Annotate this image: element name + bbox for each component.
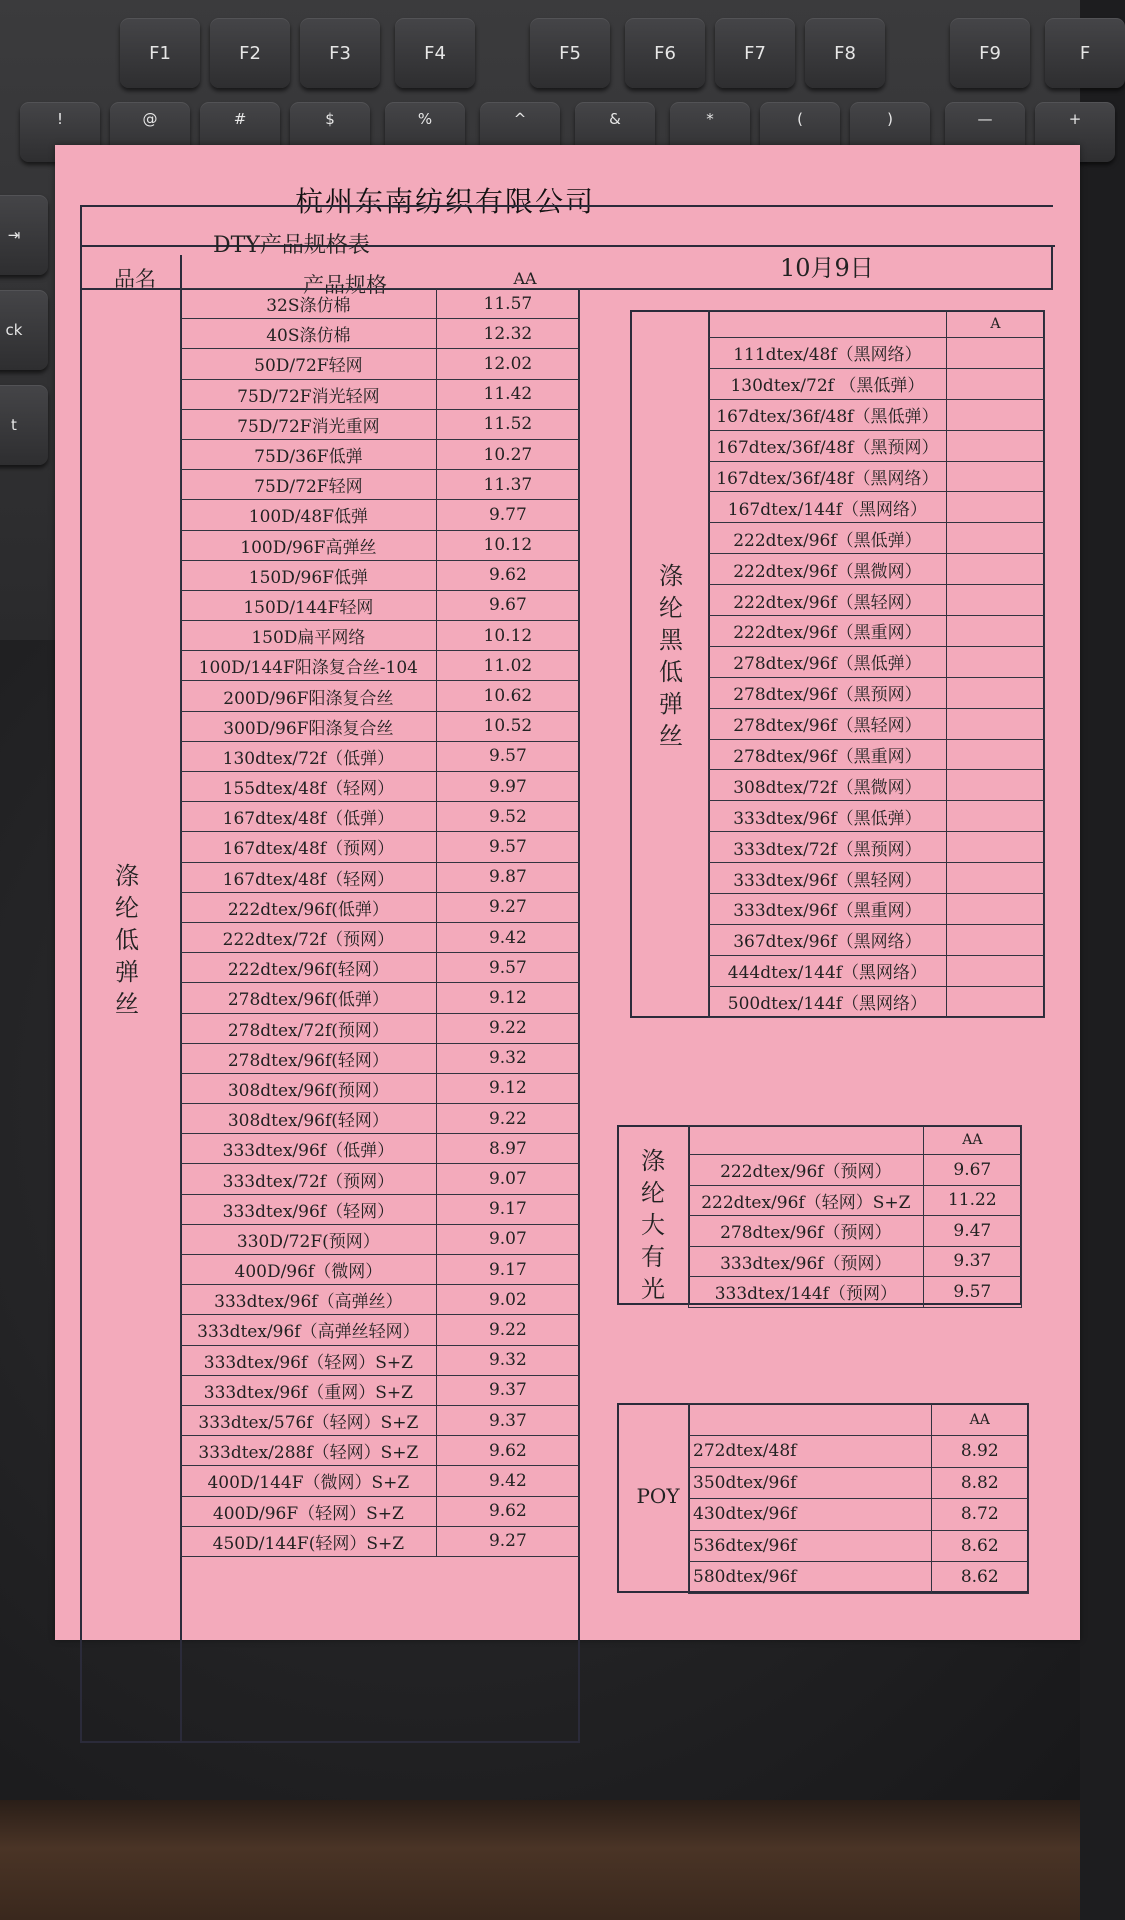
table-row (689, 1246, 1022, 1277)
table-row (709, 832, 1045, 863)
price-cell: 9.37 (436, 1405, 579, 1435)
table-row (181, 621, 580, 651)
table-row (709, 801, 1045, 832)
spec-cell: 222dtex/96f(轻网） (181, 953, 437, 983)
poy-price-table (688, 1403, 1029, 1594)
spec-cell: 308dtex/96f(轻网） (181, 1104, 437, 1134)
table-row (181, 1285, 580, 1315)
spec-cell: 32S涤仿棉 (181, 289, 437, 319)
table-row (181, 349, 580, 379)
spec-header-cell (689, 1126, 924, 1155)
key-symbol: # (200, 102, 280, 162)
price-cell (946, 739, 1044, 770)
table-row (709, 708, 1045, 739)
key-symbol: % (385, 102, 465, 162)
spec-cell: 450D/144F(轻网）S+Z (181, 1526, 437, 1556)
table-row (689, 1404, 1029, 1436)
table-row (181, 711, 580, 741)
col-spec-header: 产品规格 (303, 273, 387, 297)
spec-cell: 167dtex/48f（轻网） (181, 862, 437, 892)
price-cell (946, 677, 1044, 708)
spec-cell: 222dtex/96f（预网） (689, 1155, 924, 1186)
grade-header: AA (513, 269, 537, 288)
spec-cell: 100D/144F阳涤复合丝-104 (181, 651, 437, 681)
price-cell: 11.52 (436, 409, 579, 439)
key-symbol: & (575, 102, 655, 162)
table-row (181, 500, 580, 530)
price-cell: 9.12 (436, 983, 579, 1013)
price-cell: 9.37 (923, 1246, 1021, 1277)
main-price-table (180, 288, 580, 1557)
price-cell: 10.27 (436, 439, 579, 469)
table-row (709, 924, 1045, 955)
price-cell: 8.62 (931, 1530, 1028, 1562)
price-cell: 9.07 (436, 1164, 579, 1194)
spec-cell: 278dtex/96f（预网） (689, 1216, 924, 1247)
price-cell: 9.57 (436, 741, 579, 771)
price-cell: 8.82 (931, 1467, 1028, 1499)
price-cell (946, 430, 1044, 461)
price-cell: 12.32 (436, 319, 579, 349)
table-row (709, 677, 1045, 708)
spec-cell: 222dtex/96f（黑轻网） (709, 585, 947, 616)
table-row (709, 492, 1045, 523)
spec-cell: 75D/72F消光重网 (181, 409, 437, 439)
grade-header: AA (931, 1404, 1028, 1436)
price-cell (946, 646, 1044, 677)
spec-cell: 278dtex/96f(低弹） (181, 983, 437, 1013)
table-row (181, 1043, 580, 1073)
spec-cell: 308dtex/72f（黑微网） (709, 770, 947, 801)
table-row (181, 1104, 580, 1134)
table-row (709, 863, 1045, 894)
price-cell (946, 832, 1044, 863)
key-symbol: @ (110, 102, 190, 162)
key-symbol: ! (20, 102, 100, 162)
key-symbol: ^ (480, 102, 560, 162)
key-f3: F3 (300, 18, 380, 88)
table-row (689, 1530, 1029, 1562)
spec-cell: 167dtex/36f/48f（黑预网） (709, 430, 947, 461)
spec-cell: 333dtex/96f（低弹） (181, 1134, 437, 1164)
price-cell: 9.47 (923, 1216, 1021, 1247)
price-cell: 9.57 (923, 1277, 1021, 1308)
price-cell: 9.42 (436, 922, 579, 952)
spec-cell: 111dtex/48f（黑网络） (709, 338, 947, 369)
key-f5: F5 (530, 18, 610, 88)
key-symbol: ) (850, 102, 930, 162)
table-row (181, 1194, 580, 1224)
table-row (709, 523, 1045, 554)
price-cell: 8.97 (436, 1134, 579, 1164)
spec-cell: 167dtex/48f（预网） (181, 832, 437, 862)
spec-cell: 200D/96F阳涤复合丝 (181, 681, 437, 711)
key-f8: F8 (805, 18, 885, 88)
table-row (709, 616, 1045, 647)
desk-edge (0, 1800, 1080, 1920)
spec-cell: 278dtex/96f（黑预网） (709, 677, 947, 708)
table-row (709, 955, 1045, 986)
price-cell: 9.62 (436, 560, 579, 590)
grade-header: AA (923, 1126, 1021, 1155)
table-row (689, 1499, 1029, 1531)
spec-cell: 500dtex/144f（黑网络） (709, 986, 947, 1017)
price-cell: 9.12 (436, 1073, 579, 1103)
price-cell: 9.32 (436, 1043, 579, 1073)
key-f: F (1045, 18, 1125, 88)
table-row (181, 530, 580, 560)
spec-cell: 333dtex/96f（重网）S+Z (181, 1375, 437, 1405)
table-row (181, 1436, 580, 1466)
spec-cell: 333dtex/144f（预网） (689, 1277, 924, 1308)
key-symbol: * (670, 102, 750, 162)
price-cell: 9.62 (436, 1436, 579, 1466)
price-cell (946, 863, 1044, 894)
spec-cell: 444dtex/144f（黑网络） (709, 955, 947, 986)
price-cell: 9.22 (436, 1013, 579, 1043)
spec-cell: 333dtex/72f（黑预网） (709, 832, 947, 863)
spec-cell: 75D/72F轻网 (181, 470, 437, 500)
spec-cell: 130dtex/72f （黑低弹） (709, 368, 947, 399)
key-f7: F7 (715, 18, 795, 88)
spec-cell: 222dtex/96f(低弹） (181, 892, 437, 922)
price-cell (946, 801, 1044, 832)
company-name: 杭州东南纺织有限公司 (294, 185, 595, 218)
spec-cell: 400D/96f（微网） (181, 1255, 437, 1285)
key-f1: F1 (120, 18, 200, 88)
spec-cell: 167dtex/36f/48f（黑低弹） (709, 399, 947, 430)
table-row (181, 1073, 580, 1103)
spec-cell: 167dtex/36f/48f（黑网络） (709, 461, 947, 492)
table-row (181, 289, 580, 319)
table-row (181, 772, 580, 802)
spec-cell: 167dtex/144f（黑网络） (709, 492, 947, 523)
price-cell (946, 338, 1044, 369)
spec-cell: 50D/72F轻网 (181, 349, 437, 379)
table-row (181, 1526, 580, 1556)
table-row (709, 554, 1045, 585)
price-cell: 9.32 (436, 1345, 579, 1375)
spec-cell: 333dtex/96f（预网） (689, 1246, 924, 1277)
spec-cell: 75D/72F消光轻网 (181, 379, 437, 409)
price-cell (946, 368, 1044, 399)
table-row (181, 892, 580, 922)
table-row (181, 379, 580, 409)
table-row (689, 1155, 1022, 1186)
key-symbol: — (945, 102, 1025, 162)
price-cell: 10.52 (436, 711, 579, 741)
bright-price-table (688, 1125, 1022, 1308)
price-cell: 9.67 (436, 590, 579, 620)
price-cell (946, 523, 1044, 554)
black-price-table (708, 310, 1045, 1018)
spec-cell: 222dtex/96f（黑重网） (709, 616, 947, 647)
spec-cell: 278dtex/96f(轻网） (181, 1043, 437, 1073)
spec-cell: 400D/96F（轻网）S+Z (181, 1496, 437, 1526)
table-row (709, 770, 1045, 801)
table-row (689, 1562, 1029, 1594)
sheet-title: DTY产品规格表 (213, 233, 370, 258)
price-cell: 9.37 (436, 1375, 579, 1405)
price-cell: 9.22 (436, 1104, 579, 1134)
price-cell (946, 585, 1044, 616)
key-symbol: ( (760, 102, 840, 162)
spec-cell: 536dtex/96f (689, 1530, 932, 1562)
price-cell: 9.22 (436, 1315, 579, 1345)
table-row (181, 560, 580, 590)
sheet-date: 10月9日 (780, 254, 874, 282)
table-row (181, 862, 580, 892)
price-cell: 8.72 (931, 1499, 1028, 1531)
spec-cell: 333dtex/96f（黑重网） (709, 894, 947, 925)
spec-cell: 330D/72F(预网） (181, 1224, 437, 1254)
price-cell: 10.62 (436, 681, 579, 711)
black-category-label: 涤纶黑低弹丝 (659, 562, 683, 750)
table-row (181, 1405, 580, 1435)
spec-cell: 333dtex/96f（轻网）S+Z (181, 1345, 437, 1375)
table-row (689, 1277, 1022, 1308)
price-cell (946, 924, 1044, 955)
price-cell: 9.57 (436, 832, 579, 862)
key-f6: F6 (625, 18, 705, 88)
spec-cell: 333dtex/96f（黑低弹） (709, 801, 947, 832)
table-row (181, 832, 580, 862)
main-category-label: 涤纶低弹丝 (115, 862, 139, 1018)
table-row (181, 983, 580, 1013)
table-row (181, 802, 580, 832)
key-side: t (0, 385, 48, 465)
price-cell (946, 554, 1044, 585)
table-row (181, 439, 580, 469)
table-row (181, 319, 580, 349)
price-cell (946, 708, 1044, 739)
table-row (709, 368, 1045, 399)
table-row (709, 399, 1045, 430)
spec-cell: 333dtex/96f（高弹丝轻网） (181, 1315, 437, 1345)
table-row (181, 1013, 580, 1043)
spec-cell: 333dtex/96f（高弹丝） (181, 1285, 437, 1315)
price-cell: 9.27 (436, 1526, 579, 1556)
price-cell: 10.12 (436, 530, 579, 560)
table-row (709, 739, 1045, 770)
col-name-header: 品名 (114, 267, 156, 291)
key-f2: F2 (210, 18, 290, 88)
spec-cell: 308dtex/96f(预网） (181, 1073, 437, 1103)
key-side: ⇥ (0, 195, 48, 275)
table-row (689, 1185, 1022, 1216)
price-cell (946, 770, 1044, 801)
spec-cell: 150D/144F轻网 (181, 590, 437, 620)
table-row (709, 894, 1045, 925)
table-row (709, 585, 1045, 616)
price-cell: 9.77 (436, 500, 579, 530)
spec-cell: 580dtex/96f (689, 1562, 932, 1594)
price-cell (946, 461, 1044, 492)
price-cell: 9.87 (436, 862, 579, 892)
spec-cell: 367dtex/96f（黑网络） (709, 924, 947, 955)
price-cell: 8.62 (931, 1562, 1028, 1594)
spec-cell: 278dtex/96f（黑轻网） (709, 708, 947, 739)
price-cell: 9.42 (436, 1466, 579, 1496)
price-cell (946, 955, 1044, 986)
price-cell: 9.62 (436, 1496, 579, 1526)
spec-cell: 430dtex/96f (689, 1499, 932, 1531)
table-row (181, 470, 580, 500)
table-row (709, 986, 1045, 1017)
table-row (181, 1496, 580, 1526)
spec-cell: 155dtex/48f（轻网） (181, 772, 437, 802)
price-cell: 9.17 (436, 1255, 579, 1285)
table-row (689, 1467, 1029, 1499)
price-cell: 10.12 (436, 621, 579, 651)
key-symbol: $ (290, 102, 370, 162)
spec-header-cell (709, 311, 947, 338)
spec-cell: 278dtex/72f(预网） (181, 1013, 437, 1043)
spec-cell: 333dtex/576f（轻网）S+Z (181, 1405, 437, 1435)
price-cell: 8.92 (931, 1436, 1028, 1468)
table-row (181, 953, 580, 983)
price-cell (946, 894, 1044, 925)
price-cell: 9.57 (436, 953, 579, 983)
spec-cell: 278dtex/96f（黑低弹） (709, 646, 947, 677)
price-cell: 12.02 (436, 349, 579, 379)
table-row (689, 1126, 1022, 1155)
spec-cell: 333dtex/96f（轻网） (181, 1194, 437, 1224)
spec-cell: 130dtex/72f（低弹） (181, 741, 437, 771)
price-cell: 9.17 (436, 1194, 579, 1224)
spec-cell: 167dtex/48f（低弹） (181, 802, 437, 832)
spec-cell: 100D/96F高弹丝 (181, 530, 437, 560)
price-cell: 9.67 (923, 1155, 1021, 1186)
spec-cell: 400D/144F（微网）S+Z (181, 1466, 437, 1496)
spec-cell: 222dtex/96f（黑微网） (709, 554, 947, 585)
spec-cell: 333dtex/288f（轻网）S+Z (181, 1436, 437, 1466)
spec-header-cell (689, 1404, 932, 1436)
price-cell (946, 986, 1044, 1017)
grade-header: A (946, 311, 1044, 338)
table-row (181, 1164, 580, 1194)
spec-cell: 333dtex/96f（黑轻网） (709, 863, 947, 894)
key-f4: F4 (395, 18, 475, 88)
bright-category-label: 涤纶大有光 (641, 1147, 665, 1303)
table-row (709, 430, 1045, 461)
spec-cell: 333dtex/72f（预网） (181, 1164, 437, 1194)
table-row (181, 1224, 580, 1254)
spec-cell: 272dtex/48f (689, 1436, 932, 1468)
spec-cell: 222dtex/96f（黑低弹） (709, 523, 947, 554)
price-cell: 9.27 (436, 892, 579, 922)
table-row (709, 338, 1045, 369)
spec-cell: 278dtex/96f（黑重网） (709, 739, 947, 770)
spec-cell: 150D扁平网络 (181, 621, 437, 651)
spec-cell: 222dtex/96f（轻网）S+Z (689, 1185, 924, 1216)
table-row (181, 741, 580, 771)
table-row (181, 1466, 580, 1496)
price-sheet (55, 145, 1080, 1640)
price-cell: 9.02 (436, 1285, 579, 1315)
key-f9: F9 (950, 18, 1030, 88)
table-row (689, 1216, 1022, 1247)
price-cell: 11.02 (436, 651, 579, 681)
spec-cell: 100D/48F低弹 (181, 500, 437, 530)
table-row (181, 651, 580, 681)
spec-cell: 150D/96F低弹 (181, 560, 437, 590)
spec-cell: 40S涤仿棉 (181, 319, 437, 349)
table-row (181, 1255, 580, 1285)
table-row (709, 311, 1045, 338)
table-row (709, 461, 1045, 492)
key-side: ck (0, 290, 48, 370)
table-row (181, 1134, 580, 1164)
price-cell: 9.97 (436, 772, 579, 802)
price-cell: 11.37 (436, 470, 579, 500)
price-cell: 9.07 (436, 1224, 579, 1254)
table-row (689, 1436, 1029, 1468)
table-row (181, 1375, 580, 1405)
spec-cell: 75D/36F低弹 (181, 439, 437, 469)
price-cell (946, 399, 1044, 430)
price-cell (946, 492, 1044, 523)
table-row (181, 409, 580, 439)
price-cell: 9.52 (436, 802, 579, 832)
price-cell: 11.57 (436, 289, 579, 319)
table-row (709, 646, 1045, 677)
title-frame-right (1051, 245, 1053, 290)
table-row (181, 1345, 580, 1375)
key-symbol: + (1035, 102, 1115, 162)
poy-category-label: POY (636, 1484, 680, 1508)
table-row (181, 1315, 580, 1345)
spec-cell: 222dtex/72f（预网） (181, 922, 437, 952)
price-cell (946, 616, 1044, 647)
spec-cell: 300D/96F阳涤复合丝 (181, 711, 437, 741)
table-row (181, 681, 580, 711)
spec-cell: 350dtex/96f (689, 1467, 932, 1499)
price-cell: 11.42 (436, 379, 579, 409)
table-row (181, 590, 580, 620)
table-row (181, 922, 580, 952)
price-cell: 11.22 (923, 1185, 1021, 1216)
